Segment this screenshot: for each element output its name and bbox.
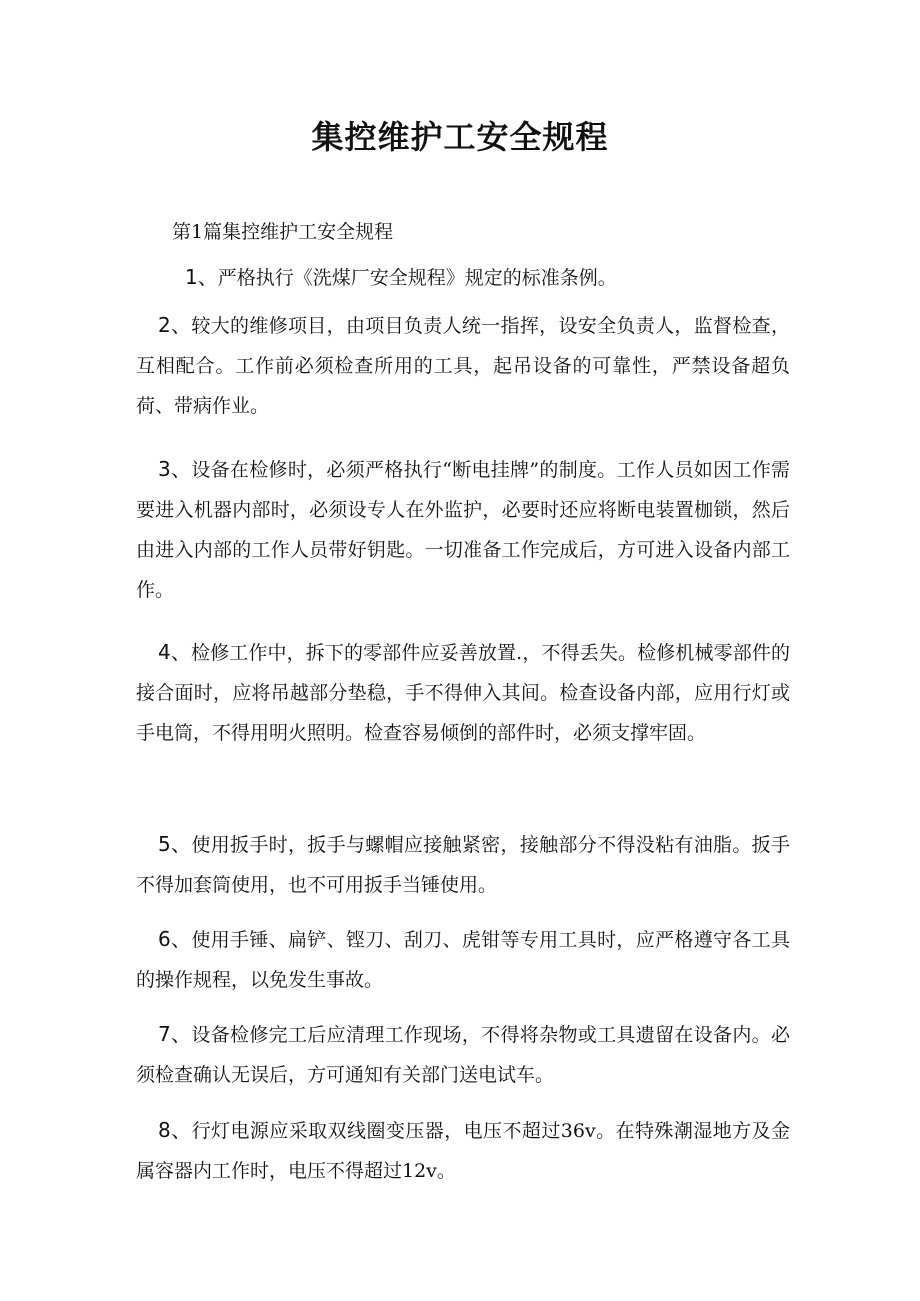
rule-number: 8、 xyxy=(158,1118,192,1142)
rule-item-4 xyxy=(136,632,790,753)
page-title: 集控维护工安全规程 xyxy=(311,118,609,156)
rule-item-6 xyxy=(136,919,790,1000)
rule-text: 检修工作中，拆下的零部件应妥善放置.，不得丢失。检修机械零部件的接合面时，应将吊越部分垫稳，手不得伸入其间。检查设备内部，应用行灯或手电筒，不得用明火照明。检查容易倾倒的部件时，必须支撑牢固。 xyxy=(136,642,790,744)
rule-number: 4、 xyxy=(158,640,191,664)
rule-text: 行灯电源应采取双线圈变压器，电压不超过36v。在特殊潮湿地方及金属容器内工作时，电压不得超过12v。 xyxy=(136,1120,790,1182)
rule-text: 严格执行《洗煤厂安全规程》规定的标准条例。 xyxy=(217,267,617,289)
section-heading: 第1篇集控维护工安全规程 xyxy=(172,221,394,243)
rule-item-3 xyxy=(136,449,790,610)
rule-number: 3、 xyxy=(158,457,192,481)
rule-text: 较大的维修项目，由项目负责人统一指挥，设安全负责人，监督检查，互相配合。工作前必须检查所用的工具，起吊设备的可靠性，严禁设备超负荷、带病作业。 xyxy=(136,315,790,417)
rule-item-8 xyxy=(136,1110,790,1191)
rule-text: 使用扳手时，扳手与螺帽应接触紧密，接触部分不得没粘有油脂。扳手不得加套筒使用，也不可用扳手当锤使用。 xyxy=(136,834,790,896)
rule-text: 设备在检修时，必须严格执行“断电挂牌”的制度。工作人员如因工作需要进入机器内部时，必须设专人在外监护，必要时还应将断电装置枷锁，然后由进入内部的工作人员带好钥匙。一切准备工作完成后，方可进入设备内部工作。 xyxy=(136,459,790,601)
rule-number: 2、 xyxy=(158,313,192,337)
rule-item-5 xyxy=(136,824,790,905)
rule-item-7 xyxy=(136,1014,790,1095)
rule-item-2 xyxy=(136,305,790,426)
rule-text: 设备检修完工后应清理工作现场，不得将杂物或工具遗留在设备内。必须检查确认无误后，方可通知有关部门送电试车。 xyxy=(136,1024,790,1086)
rule-number: 1、 xyxy=(185,265,218,289)
rule-number: 7、 xyxy=(158,1022,192,1046)
rule-number: 5、 xyxy=(158,832,192,856)
rule-number: 6、 xyxy=(158,927,192,951)
rule-item-1 xyxy=(185,257,785,298)
rule-text: 使用手锤、扁铲、铿刀、刮刀、虎钳等专用工具时，应严格遵守各工具的操作规程，以免发生事故。 xyxy=(136,929,790,991)
